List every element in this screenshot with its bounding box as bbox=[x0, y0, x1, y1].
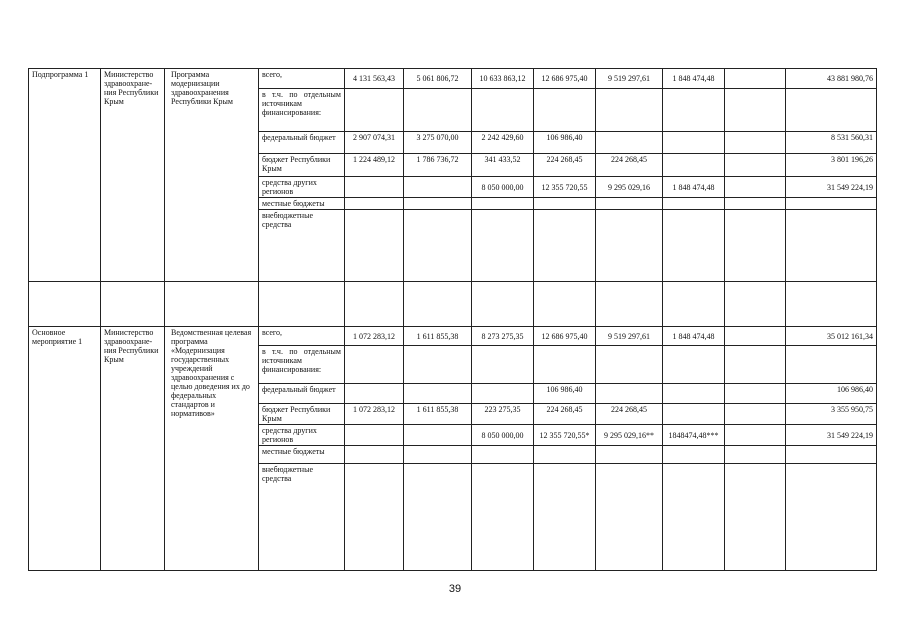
year-value-cell: 2 907 074,31 bbox=[345, 132, 404, 154]
year-value-cell bbox=[725, 154, 786, 177]
source-label-cell: средства других регионов bbox=[259, 177, 345, 198]
year-value-cell bbox=[534, 198, 596, 210]
year-value-cell bbox=[596, 132, 663, 154]
year-value-cell: 224 268,45 bbox=[534, 154, 596, 177]
year-value-cell: 9 295 029,16 bbox=[596, 177, 663, 198]
year-value-cell bbox=[404, 89, 472, 132]
year-value-cell: 1 072 283,12 bbox=[345, 404, 404, 425]
empty-cell bbox=[29, 282, 101, 327]
program-cell: Программа модернизации здравоохранения Республики Крым bbox=[165, 69, 259, 282]
year-value-cell: 2 242 429,60 bbox=[472, 132, 534, 154]
executor-cell: Министерство здравоохране-ния Республики Крым bbox=[101, 327, 165, 571]
year-value-cell bbox=[472, 210, 534, 282]
empty-cell bbox=[101, 282, 165, 327]
year-value-cell: 9 519 297,61 bbox=[596, 327, 663, 346]
table-body bbox=[29, 69, 877, 571]
year-value-cell: 12 355 720,55* bbox=[534, 425, 596, 446]
total-value-cell: 106 986,40 bbox=[786, 384, 877, 404]
empty-cell bbox=[165, 282, 259, 327]
source-label-cell: федеральный бюджет bbox=[259, 384, 345, 404]
year-value-cell bbox=[404, 446, 472, 464]
year-value-cell: 224 268,45 bbox=[596, 154, 663, 177]
year-value-cell: 8 050 000,00 bbox=[472, 177, 534, 198]
year-value-cell bbox=[345, 89, 404, 132]
year-value-cell bbox=[725, 425, 786, 446]
year-value-cell bbox=[472, 198, 534, 210]
block-name-cell: Основное мероприятие 1 bbox=[29, 327, 101, 571]
source-label-cell: внебюджетные средства bbox=[259, 210, 345, 282]
total-value-cell: 31 549 224,19 bbox=[786, 425, 877, 446]
year-value-cell: 1 786 736,72 bbox=[404, 154, 472, 177]
year-value-cell bbox=[472, 346, 534, 384]
year-value-cell: 1 611 855,38 bbox=[404, 327, 472, 346]
year-value-cell bbox=[472, 89, 534, 132]
year-value-cell: 1 072 283,12 bbox=[345, 327, 404, 346]
year-value-cell bbox=[596, 346, 663, 384]
funding-table bbox=[28, 68, 877, 571]
year-value-cell bbox=[663, 384, 725, 404]
empty-cell bbox=[663, 282, 725, 327]
year-value-cell bbox=[404, 425, 472, 446]
year-value-cell: 9 295 029,16** bbox=[596, 425, 663, 446]
empty-cell bbox=[472, 282, 534, 327]
empty-cell bbox=[596, 282, 663, 327]
year-value-cell bbox=[725, 384, 786, 404]
year-value-cell bbox=[596, 446, 663, 464]
source-label-cell: в т.ч. по отдельным источникам финансирования: bbox=[259, 89, 345, 132]
year-value-cell: 341 433,52 bbox=[472, 154, 534, 177]
source-label-cell: местные бюджеты bbox=[259, 446, 345, 464]
year-value-cell bbox=[345, 177, 404, 198]
year-value-cell bbox=[472, 446, 534, 464]
year-value-cell: 8 273 275,35 bbox=[472, 327, 534, 346]
year-value-cell: 12 686 975,40 bbox=[534, 327, 596, 346]
year-value-cell: 224 268,45 bbox=[534, 404, 596, 425]
table-row bbox=[29, 69, 877, 89]
year-value-cell bbox=[663, 346, 725, 384]
year-value-cell bbox=[534, 89, 596, 132]
year-value-cell bbox=[345, 346, 404, 384]
year-value-cell: 1 848 474,48 bbox=[663, 177, 725, 198]
year-value-cell bbox=[725, 69, 786, 89]
year-value-cell: 10 633 863,12 bbox=[472, 69, 534, 89]
total-value-cell bbox=[786, 198, 877, 210]
source-label-cell: бюджет Республики Крым bbox=[259, 404, 345, 425]
year-value-cell bbox=[725, 327, 786, 346]
year-value-cell bbox=[596, 464, 663, 571]
total-value-cell bbox=[786, 346, 877, 384]
year-value-cell bbox=[596, 210, 663, 282]
year-value-cell: 223 275,35 bbox=[472, 404, 534, 425]
year-value-cell bbox=[534, 464, 596, 571]
total-value-cell: 3 801 196,26 bbox=[786, 154, 877, 177]
year-value-cell: 12 686 975,40 bbox=[534, 69, 596, 89]
year-value-cell bbox=[725, 210, 786, 282]
year-value-cell bbox=[345, 384, 404, 404]
year-value-cell bbox=[725, 446, 786, 464]
year-value-cell bbox=[725, 177, 786, 198]
year-value-cell bbox=[663, 198, 725, 210]
year-value-cell: 5 061 806,72 bbox=[404, 69, 472, 89]
year-value-cell bbox=[404, 464, 472, 571]
year-value-cell bbox=[345, 464, 404, 571]
year-value-cell bbox=[596, 89, 663, 132]
year-value-cell bbox=[404, 210, 472, 282]
year-value-cell bbox=[725, 132, 786, 154]
empty-cell bbox=[404, 282, 472, 327]
year-value-cell bbox=[345, 198, 404, 210]
year-value-cell bbox=[663, 154, 725, 177]
total-value-cell bbox=[786, 446, 877, 464]
total-value-cell bbox=[786, 89, 877, 132]
year-value-cell bbox=[663, 210, 725, 282]
total-value-cell bbox=[786, 210, 877, 282]
year-value-cell: 224 268,45 bbox=[596, 404, 663, 425]
separator-row bbox=[29, 282, 877, 327]
empty-cell bbox=[725, 282, 786, 327]
year-value-cell bbox=[345, 425, 404, 446]
year-value-cell bbox=[663, 446, 725, 464]
year-value-cell bbox=[663, 132, 725, 154]
program-cell: Ведомственная целевая программа «Модернизация государственных учреждений здравоохранения с целью доведения их до федеральных стандартов и нормативов» bbox=[165, 327, 259, 571]
year-value-cell: 1 848 474,48 bbox=[663, 69, 725, 89]
total-value-cell: 43 881 980,76 bbox=[786, 69, 877, 89]
year-value-cell: 9 519 297,61 bbox=[596, 69, 663, 89]
year-value-cell bbox=[534, 346, 596, 384]
year-value-cell bbox=[725, 404, 786, 425]
year-value-cell bbox=[596, 198, 663, 210]
page-number: 39 bbox=[448, 583, 462, 595]
year-value-cell: 1 848 474,48 bbox=[663, 327, 725, 346]
source-label-cell: всего, bbox=[259, 327, 345, 346]
year-value-cell: 1 611 855,38 bbox=[404, 404, 472, 425]
year-value-cell bbox=[404, 346, 472, 384]
year-value-cell: 4 131 563,43 bbox=[345, 69, 404, 89]
empty-cell bbox=[786, 282, 877, 327]
total-value-cell: 31 549 224,19 bbox=[786, 177, 877, 198]
year-value-cell bbox=[345, 210, 404, 282]
table-row bbox=[29, 327, 877, 346]
source-label-cell: федеральный бюджет bbox=[259, 132, 345, 154]
total-value-cell: 35 012 161,34 bbox=[786, 327, 877, 346]
year-value-cell bbox=[725, 464, 786, 571]
year-value-cell bbox=[534, 446, 596, 464]
year-value-cell bbox=[404, 198, 472, 210]
source-label-cell: бюджет Республики Крым bbox=[259, 154, 345, 177]
total-value-cell bbox=[786, 464, 877, 571]
empty-cell bbox=[345, 282, 404, 327]
year-value-cell: 1 224 489,12 bbox=[345, 154, 404, 177]
year-value-cell: 106 986,40 bbox=[534, 132, 596, 154]
total-value-cell: 8 531 560,31 bbox=[786, 132, 877, 154]
year-value-cell bbox=[404, 384, 472, 404]
year-value-cell bbox=[404, 177, 472, 198]
year-value-cell: 8 050 000,00 bbox=[472, 425, 534, 446]
year-value-cell bbox=[472, 384, 534, 404]
source-label-cell: внебюджетные средства bbox=[259, 464, 345, 571]
source-label-cell: средства других регионов bbox=[259, 425, 345, 446]
year-value-cell bbox=[534, 210, 596, 282]
block-name-cell: Подпрограмма 1 bbox=[29, 69, 101, 282]
total-value-cell: 3 355 950,75 bbox=[786, 404, 877, 425]
executor-cell: Министерство здравоохране-ния Республики Крым bbox=[101, 69, 165, 282]
source-label-cell: местные бюджеты bbox=[259, 198, 345, 210]
year-value-cell: 3 275 070,00 bbox=[404, 132, 472, 154]
year-value-cell bbox=[663, 464, 725, 571]
year-value-cell bbox=[663, 89, 725, 132]
year-value-cell bbox=[663, 404, 725, 425]
empty-cell bbox=[259, 282, 345, 327]
year-value-cell bbox=[725, 89, 786, 132]
source-label-cell: в т.ч. по отдельным источникам финансирования: bbox=[259, 346, 345, 384]
year-value-cell bbox=[725, 346, 786, 384]
year-value-cell: 106 986,40 bbox=[534, 384, 596, 404]
year-value-cell bbox=[725, 198, 786, 210]
year-value-cell bbox=[472, 464, 534, 571]
empty-cell bbox=[534, 282, 596, 327]
year-value-cell bbox=[345, 446, 404, 464]
year-value-cell: 12 355 720,55 bbox=[534, 177, 596, 198]
source-label-cell: всего, bbox=[259, 69, 345, 89]
year-value-cell: 1848474,48*** bbox=[663, 425, 725, 446]
year-value-cell bbox=[596, 384, 663, 404]
